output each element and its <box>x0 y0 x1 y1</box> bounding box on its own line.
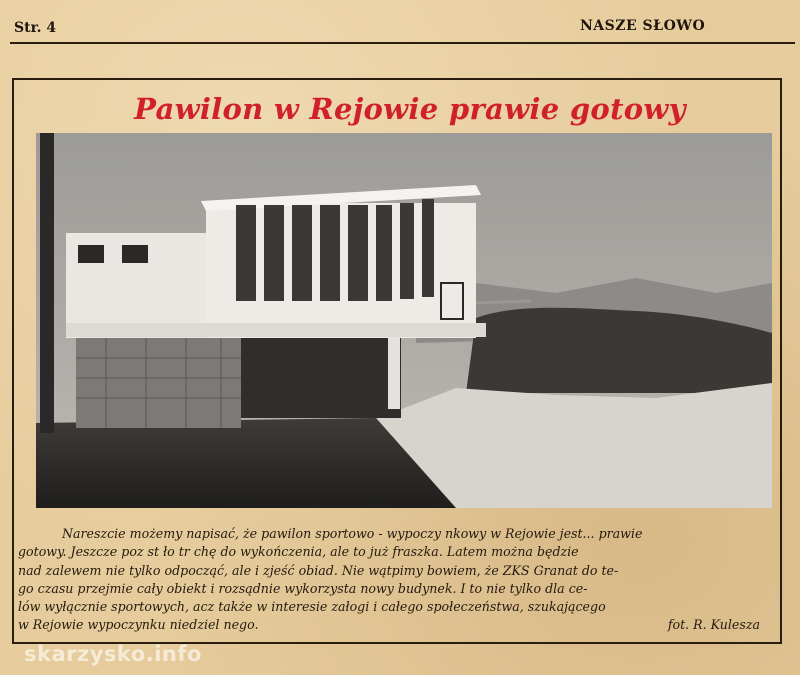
caption-line: lów wyłącznie sportowych, acz także w interesie załogi i całego społeczeństwa, szukającego <box>18 599 606 615</box>
caption-line: go czasu przejmie cały obiekt i rozsądnie wykorzysta nowy budynek. I to nie tylko dla ce- <box>18 580 588 596</box>
site-watermark: skarzysko.info <box>24 642 202 666</box>
caption-line: gotowy. Jeszcze poz st ło tr chę do wykończenia, ale to już fraszka. Latem można będzie <box>18 544 579 560</box>
masthead: NASZE SŁOWO <box>580 18 706 34</box>
caption-line: nad zalewem nie tylko odpocząć, ale i zjeść obiad. Nie wątpimy bowiem, że ZKS Granat do te- <box>18 562 619 578</box>
caption-line: w Rejowie wypoczynku niedziel nego. <box>18 617 259 633</box>
article-photo <box>36 133 772 508</box>
article-headline: Pawilon w Rejowie prawie gotowy <box>134 92 686 126</box>
page-number: Str. 4 <box>14 20 57 36</box>
page-header <box>0 0 800 44</box>
photo-credit: fot. R. Kulesza <box>667 617 760 633</box>
caption-line: Nareszcie możemy napisać, że pawilon sportowo - wypoczy nkowy w Rejowie jest... prawie <box>62 526 643 541</box>
photo-caption <box>18 525 770 635</box>
caption-last-line <box>18 616 770 634</box>
pavilion-photo-illustration <box>36 133 772 508</box>
header-rule <box>10 42 795 44</box>
